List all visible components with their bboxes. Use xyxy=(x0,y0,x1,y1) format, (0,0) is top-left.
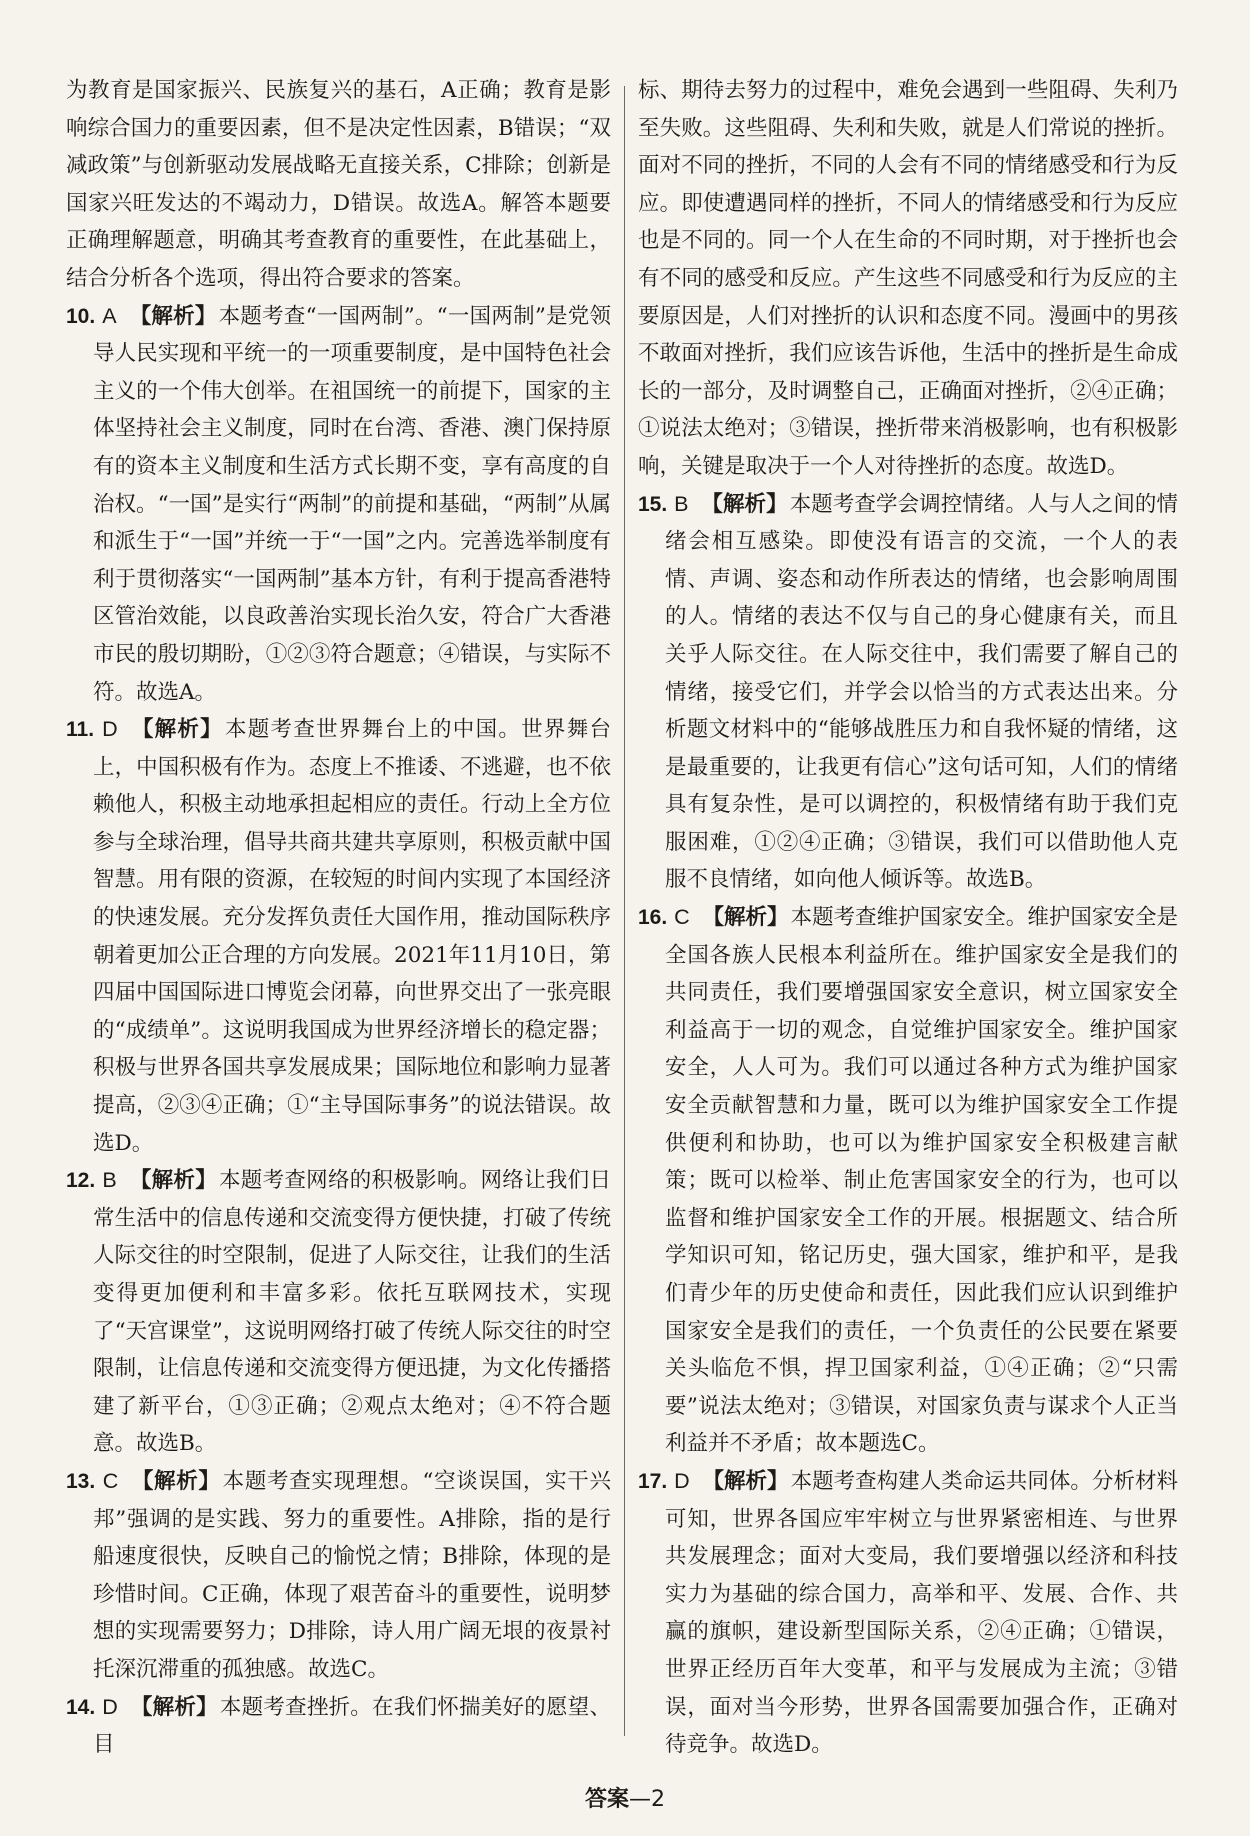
footer-separator: — xyxy=(629,1787,651,1812)
analysis-tag: 【解析】 xyxy=(130,1694,218,1720)
item-text: 本题考查挫折。在我们怀揣美好的愿望、目 xyxy=(93,1694,611,1758)
analysis-tag: 【解析】 xyxy=(129,1168,217,1194)
analysis-tag: 【解析】 xyxy=(129,303,217,329)
item-answer: D xyxy=(102,1694,118,1719)
item-answer: B xyxy=(674,491,689,516)
answer-item-12 xyxy=(66,1162,611,1463)
item-number: 14. xyxy=(66,1695,96,1719)
item-text: 本题考查构建人类命运共同体。分析材料可知，世界各国应牢牢树立与世界紧密相连、与世界共发展理念；面对大变局，我们要增强以经济和科技实力为基础的综合国力，高举和平、发展、合作、共赢的旗帜，建设新型国际关系，②④正确；①错误，世界正经历百年大变革，和平与发展成为主流；③错误，面对当今形势，世界各国需要加强合作，正确对待竞争。故选D。 xyxy=(665,1468,1178,1758)
footer-label: 答案 xyxy=(584,1787,629,1812)
item-answer: A xyxy=(102,303,117,328)
item-number: 12. xyxy=(66,1169,96,1193)
item-text: 本题考查世界舞台上的中国。世界舞台上，中国积极有作为。态度上不推诿、不逃避，也不依赖他人，积极主动地承担起相应的责任。行动上全方位参与全球治理，倡导共商共建共享原则，积极贡献中国智慧。用有限的资源，在较短的时间内实现了本国经济的快速发展。充分发挥负责任大国作用，推动国际秩序朝着更加公正合理的方向发展。2021年11月10日，第四届中国国际进口博览会闭幕，向世界交出了一张亮眼的“成绩单”。这说明我国成为世界经济增长的稳定器；积极与世界各国共享发展成果；国际地位和影响力显著提高，②③④正确；①“主导国际事务”的说法错误。故选D。 xyxy=(93,717,611,1156)
item-number: 17. xyxy=(638,1469,668,1493)
answer-item-16 xyxy=(638,899,1178,1463)
left-lead-paragraph: 为教育是国家振兴、民族复兴的基石，A正确；教育是影响综合国力的重要因素，但不是决定性因素，B错误；“双减政策”与创新驱动发展战略无直接关系，C排除；创新是国家兴旺发达的不竭动力，D错误。故选A。解答本题要正确理解题意，明确其考查教育的重要性，在此基础上，结合分析各个选项，得出符合要求的答案。 xyxy=(66,78,611,291)
answer-item-10 xyxy=(66,298,611,712)
answer-item-15 xyxy=(638,486,1178,900)
answer-item-14 xyxy=(66,1689,611,1764)
item-answer: C xyxy=(674,905,690,930)
answer-item-11 xyxy=(66,711,611,1162)
page-number: 2 xyxy=(651,1787,665,1812)
item-number: 11. xyxy=(66,718,95,742)
analysis-tag: 【解析】 xyxy=(702,905,789,931)
left-column xyxy=(66,72,611,1764)
item-number: 16. xyxy=(638,906,668,930)
item-text: 本题考查实现理想。“空谈误国，实干兴邦”强调的是实践、努力的重要性。A排除，指的是行船速度很快，反映自己的愉悦之情；B排除，体现的是珍惜时间。C正确，体现了艰苦奋斗的重要性，说明梦想的实现需要努力；D排除，诗人用广阔无垠的夜景衬托深沉滞重的孤独感。故选C。 xyxy=(93,1468,611,1682)
item-answer: B xyxy=(102,1168,117,1193)
item-answer: C xyxy=(102,1468,119,1493)
answer-item-17 xyxy=(638,1463,1178,1764)
item-text: 本题考查“一国两制”。“一国两制”是党领导人民实现和平统一的一项重要制度，是中国特色社会主义的一个伟大创举。在祖国统一的前提下，国家的主体坚持社会主义制度，同时在台湾、香港、澳门保持原有的资本主义制度和生活方式长期不变，享有高度的自治权。“一国”是实行“两制”的前提和基础，“两制”从属和派生于“一国”并统一于“一国”之内。完善选举制度有利于贯彻落实“一国两制”基本方针，有利于提高香港特区管治效能，以良政善治实现长治久安，符合广大香港市民的殷切期盼，①②③符合题意；④错误，与实际不符。故选A。 xyxy=(93,303,612,705)
item-text: 本题考查网络的积极影响。网络让我们日常生活中的信息传递和交流变得方便快捷，打破了传统人际交往的时空限制，促进了人际交往，让我们的生活变得更加便利和丰富多彩。依托互联网技术，实现了“天宫课堂”，这说明网络打破了传统人际交往的时空限制，让信息传递和交流变得方便迅捷，为文化传播搭建了新平台，①③正确；②观点太绝对；④不符合题意。故选B。 xyxy=(93,1168,611,1457)
item-text: 本题考查学会调控情绪。人与人之间的情绪会相互感染。即使没有语言的交流，一个人的表情、声调、姿态和动作所表达的情绪，也会影响周围的人。情绪的表达不仅与自己的身心健康有关，而且关乎人际交往。在人际交往中，我们需要了解自己的情绪，接受它们，并学会以恰当的方式表达出来。分析题文材料中的“能够战胜压力和自我怀疑的情绪，这是最重要的，让我更有信心”这句话可知，人们的情绪具有复杂性，是可以调控的，积极情绪有助于我们克服困难，①②④正确；③错误，我们可以借助他人克服不良情绪，如向他人倾诉等。故选B。 xyxy=(665,491,1178,893)
analysis-tag: 【解析】 xyxy=(131,1468,221,1494)
analysis-tag: 【解析】 xyxy=(131,717,223,743)
item-text: 本题考查维护国家安全。维护国家安全是全国各族人民根本利益所在。维护国家安全是我们的共同责任，我们要增强国家安全意识，树立国家安全利益高于一切的观念，自觉维护国家安全。维护国家安全，人人可为。我们可以通过各种方式为维护国家安全贡献智慧和力量，既可以为维护国家安全工作提供便利和协助，也可以为维护国家安全积极建言献策；既可以检举、制止危害国家安全的行为，也可以监督和维护国家安全工作的开展。根据题文、结合所学知识可知，铭记历史，强大国家，维护和平，是我们青少年的历史使命和责任，因此我们应认识到维护国家安全是我们的责任，一个负责任的公民要在紧要关头临危不惧，捍卫国家利益，①④正确；②“只需要”说法太绝对；③错误，对国家负责与谋求个人正当利益并不矛盾；故本题选C。 xyxy=(665,905,1178,1457)
analysis-tag: 【解析】 xyxy=(701,491,788,517)
item-answer: D xyxy=(674,1468,690,1493)
item-number: 10. xyxy=(66,304,96,328)
item-answer: D xyxy=(102,717,118,742)
page-footer xyxy=(0,1782,1250,1813)
answer-item-13 xyxy=(66,1463,611,1689)
right-column xyxy=(638,72,1178,1764)
analysis-tag: 【解析】 xyxy=(702,1468,789,1494)
item-number: 13. xyxy=(66,1469,96,1493)
item-number: 15. xyxy=(638,492,668,516)
right-lead-paragraph: 标、期待去努力的过程中，难免会遇到一些阻碍、失利乃至失败。这些阻碍、失利和失败，就是人们常说的挫折。面对不同的挫折，不同的人会有不同的情绪感受和行为反应。即使遭遇同样的挫折，不同人的情绪感受和行为反应也是不同的。同一个人在生命的不同时期，对于挫折也会有不同的感受和反应。产生这些不同感受和行为反应的主要原因是，人们对挫折的认识和态度不同。漫画中的男孩不敢面对挫折，我们应该告诉他，生活中的挫折是生命成长的一部分，及时调整自己，正确面对挫折，②④正确；①说法太绝对；③错误，挫折带来消极影响，也有积极影响，关键是取决于一个人对待挫折的态度。故选D。 xyxy=(638,78,1178,479)
column-divider xyxy=(624,86,625,1736)
